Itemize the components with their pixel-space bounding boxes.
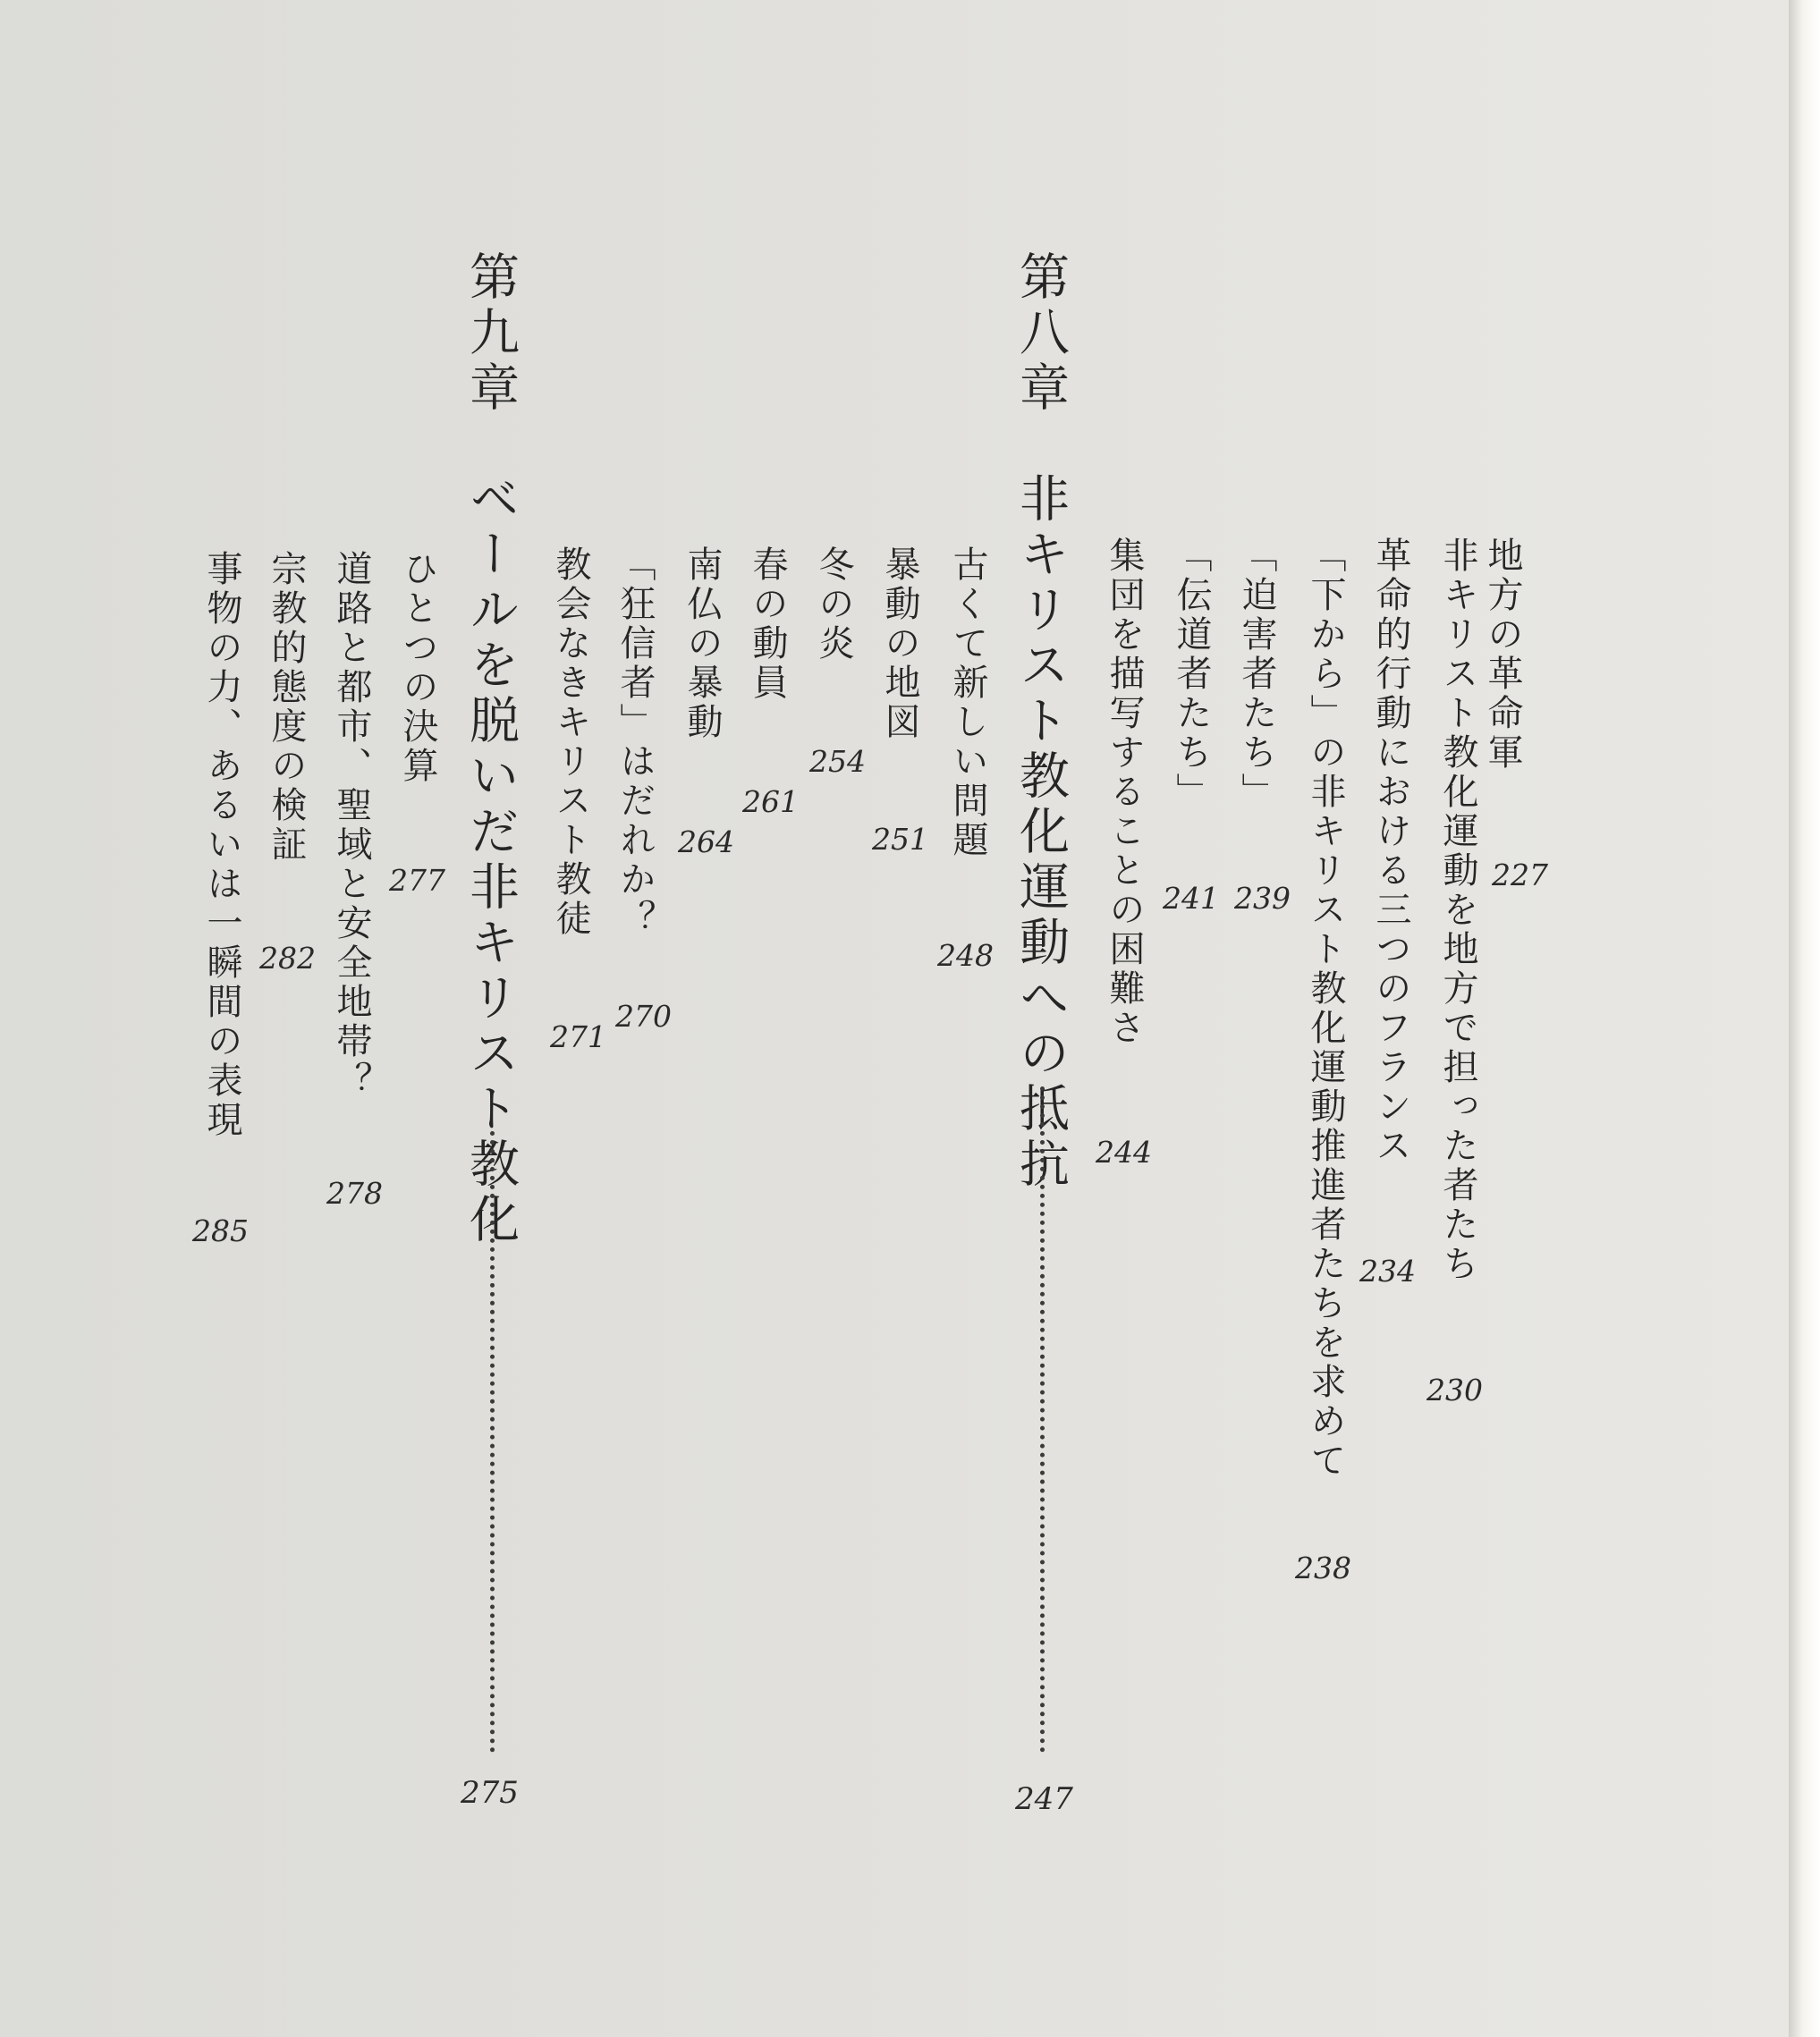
toc-page-number: 227 xyxy=(1492,858,1548,892)
toc-page-number: 230 xyxy=(1426,1373,1483,1407)
dot-leader xyxy=(490,1131,495,1753)
toc-page-number: 285 xyxy=(192,1213,249,1248)
chapter-8-heading[interactable]: 第八章 非キリスト教化運動への抵抗 xyxy=(1012,250,1070,1193)
toc-entry[interactable]: 暴動の地図 xyxy=(879,545,920,742)
chapter-9-heading[interactable]: 第九章 ベールを脱いだ非キリスト教化 xyxy=(461,250,520,1248)
page-edge xyxy=(1789,0,1820,2037)
toc-entry[interactable]: 古くて新しい問題 xyxy=(947,545,988,860)
dot-leader xyxy=(1040,1086,1045,1753)
toc-page-number: 270 xyxy=(615,999,672,1034)
toc-page-number: 244 xyxy=(1096,1135,1152,1170)
toc-entry[interactable]: 教会なきキリスト教徒 xyxy=(550,545,591,939)
chapter-8-page-number: 247 xyxy=(1015,1781,1073,1817)
toc-entry[interactable]: 南仏の暴動 xyxy=(681,545,723,742)
toc-entry[interactable]: 「迫害者たち」 xyxy=(1236,537,1277,812)
toc-page-number: 254 xyxy=(809,744,866,779)
toc-entry[interactable]: 道路と都市、聖域と安全地帯？ xyxy=(331,550,372,1101)
toc-entry[interactable]: 非キリスト教化運動を地方で担った者たち xyxy=(1437,537,1478,1284)
toc-entry[interactable]: 革命的行動における三つのフランス xyxy=(1370,537,1411,1166)
toc-page-number: 241 xyxy=(1163,881,1219,916)
toc-page-number: 278 xyxy=(326,1176,383,1211)
toc-entry[interactable]: 「下から」の非キリスト教化運動推進者たちを求めて xyxy=(1305,537,1346,1481)
toc-page-number: 251 xyxy=(872,822,928,857)
toc-page-number: 271 xyxy=(550,1019,606,1054)
toc-entry[interactable]: 春の動員 xyxy=(747,545,788,703)
toc-page-number: 282 xyxy=(259,941,316,976)
toc-entry[interactable]: 集団を描写することの困難さ xyxy=(1104,537,1145,1048)
toc-page-number: 277 xyxy=(389,863,445,898)
toc-page-number: 261 xyxy=(742,784,799,819)
chapter-9-page-number: 275 xyxy=(461,1775,519,1811)
toc-entry[interactable]: ひとつの決算 xyxy=(397,550,438,786)
toc-page-number: 234 xyxy=(1359,1254,1416,1289)
toc-page-number: 239 xyxy=(1234,881,1291,916)
toc-page-number: 248 xyxy=(937,938,994,973)
toc-entry[interactable]: 「伝道者たち」 xyxy=(1171,537,1212,812)
toc-entry[interactable]: 地方の革命軍 xyxy=(1482,537,1523,773)
toc-page-number: 238 xyxy=(1295,1551,1351,1585)
toc-entry[interactable]: 「狂信者」はだれか？ xyxy=(614,545,656,939)
toc-page-number: 264 xyxy=(678,824,734,859)
toc-entry[interactable]: 冬の炎 xyxy=(813,545,854,664)
toc-entry[interactable]: 事物の力、あるいは一瞬間の表現 xyxy=(201,550,242,1140)
toc-entry[interactable]: 宗教的態度の検証 xyxy=(266,550,307,865)
